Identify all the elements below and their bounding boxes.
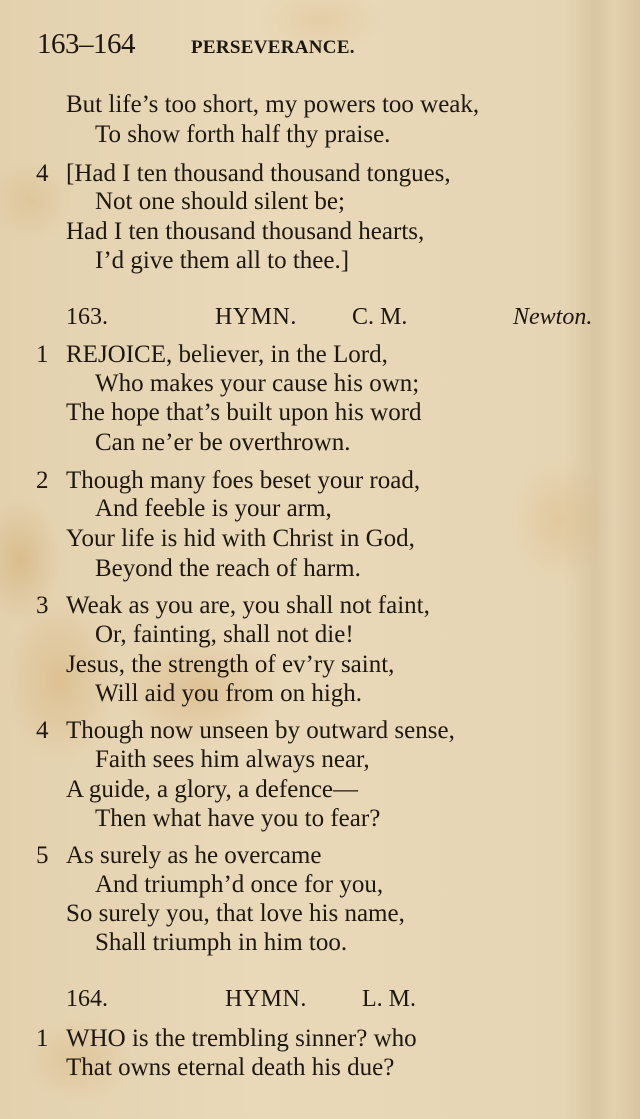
verse-line: Will aid you from on high.	[95, 680, 363, 707]
verse-line: [Had I ten thousand thousand tongues,	[66, 160, 451, 187]
verse-line: Faith sees him always near,	[95, 746, 370, 773]
verse-line: But life’s too short, my powers too weak,	[66, 91, 480, 118]
verse-line: Can ne’er be overthrown.	[95, 429, 351, 456]
verse-line: And triumph’d once for you,	[95, 871, 384, 898]
hymn-title: HYMN.	[215, 304, 297, 330]
verse-line: To show forth half thy praise.	[95, 121, 391, 148]
verse-number: 4	[36, 717, 49, 744]
verse-line: REJOICE, believer, in the Lord,	[66, 341, 388, 368]
verse-line: Beyond the reach of harm.	[95, 555, 361, 582]
verse-line: Though many foes beset your road,	[66, 467, 421, 494]
verse-line: That owns eternal death his due?	[66, 1054, 395, 1081]
verse-number: 2	[36, 467, 49, 494]
verse-line: Who makes your cause his own;	[95, 370, 420, 397]
verse-line: WHO is the trembling sinner? who	[66, 1025, 417, 1052]
verse-line: Then what have you to fear?	[95, 805, 381, 832]
verse-line: Or, fainting, shall not die!	[95, 621, 354, 648]
hymn-meter: L. M.	[362, 986, 416, 1012]
running-head	[37, 28, 355, 61]
verse-line: Though now unseen by outward sense,	[66, 717, 455, 744]
verse-line: I’d give them all to thee.]	[95, 247, 350, 274]
page-range: 163–164	[37, 28, 135, 60]
verse-line: Had I ten thousand thousand hearts,	[66, 218, 425, 245]
verse-number: 3	[36, 592, 49, 619]
hymn-title: HYMN.	[225, 986, 307, 1012]
verse-line: As surely as he overcame	[66, 842, 322, 869]
verse-number: 4	[36, 160, 49, 187]
verse-line: So surely you, that love his name,	[66, 900, 405, 927]
verse-line: Weak as you are, you shall not faint,	[66, 592, 430, 619]
verse-line: Your life is hid with Christ in God,	[66, 525, 415, 552]
verse-number: 1	[36, 1025, 49, 1052]
verse-line: A guide, a glory, a defence—	[66, 776, 359, 803]
hymn-number: 164.	[66, 986, 108, 1012]
hymn-number: 163.	[66, 304, 108, 330]
verse-line: Shall triumph in him too.	[95, 929, 348, 956]
verse-number: 5	[36, 842, 49, 869]
verse-number: 1	[36, 341, 49, 368]
verse-line: And feeble is your arm,	[95, 495, 332, 522]
verse-line: The hope that’s built upon his word	[66, 399, 422, 426]
verse-line: Not one should silent be;	[95, 188, 345, 215]
hymn-meter: C. M.	[352, 304, 408, 330]
hymn-author: Newton.	[513, 304, 593, 330]
verse-line: Jesus, the strength of ev’ry saint,	[66, 651, 395, 678]
section-title: PERSEVERANCE.	[191, 37, 355, 58]
